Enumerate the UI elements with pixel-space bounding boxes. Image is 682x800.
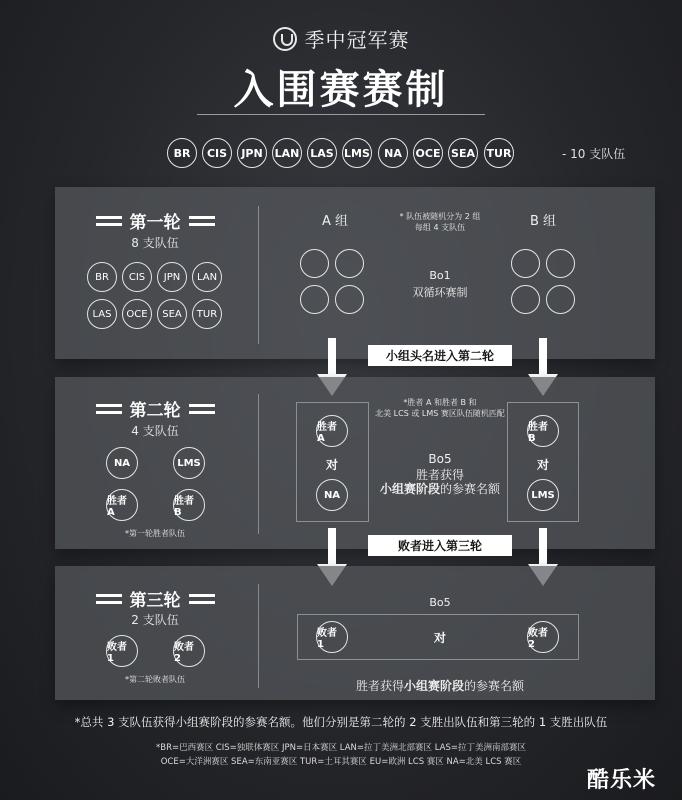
round1-format-line1: Bo1 bbox=[429, 269, 451, 282]
team-circle: CIS bbox=[122, 262, 152, 292]
region-pill: LMS bbox=[342, 138, 372, 168]
team-circle: LMS bbox=[173, 447, 205, 479]
round3-sub: 2 支队伍 bbox=[131, 613, 179, 627]
region-pill: OCE bbox=[413, 138, 443, 168]
watermark: 酷乐米 bbox=[587, 768, 657, 793]
round3-divider bbox=[258, 584, 259, 688]
title-bars-icon bbox=[96, 216, 122, 226]
round1-sub: 8 支队伍 bbox=[131, 236, 179, 250]
result-tail: 的参赛名额 bbox=[464, 679, 525, 693]
footer-summary: *总共 3 支队伍获得小组赛阶段的参赛名额。他们分别是第二轮的 2 支胜出队伍和第三轮的 1 支胜出队伍 bbox=[74, 715, 608, 729]
group-a-label: A 组 bbox=[321, 214, 349, 229]
page-title: 入围赛赛制 bbox=[233, 67, 449, 113]
group-b-slot bbox=[511, 249, 540, 278]
round3-format: Bo5 bbox=[429, 596, 451, 609]
match-team: NA bbox=[316, 479, 348, 511]
round2-name: 第二轮 bbox=[129, 401, 181, 421]
team-circle: BR bbox=[87, 262, 117, 292]
group-b-slot bbox=[546, 285, 575, 314]
loser-banner: 败者进入第三轮 bbox=[368, 535, 512, 556]
team-circle: NA bbox=[106, 447, 138, 479]
round1-name: 第一轮 bbox=[129, 213, 181, 233]
title-bars-icon bbox=[189, 404, 215, 414]
title-bars-icon bbox=[189, 594, 215, 604]
trophy-emblem-icon bbox=[273, 27, 297, 51]
versus-label: 对 bbox=[536, 458, 549, 472]
team-circle: TUR bbox=[192, 299, 222, 329]
advance-banner: 小组头名进入第二轮 bbox=[368, 345, 512, 366]
match-team: 胜者 A bbox=[316, 415, 348, 447]
round3-title bbox=[85, 586, 225, 611]
round2-format-line1: Bo5 bbox=[428, 452, 452, 466]
footer-legend bbox=[0, 741, 682, 769]
round1-note-line2: 每组 4 支队伍 bbox=[414, 223, 466, 232]
legend-line: OCE=大洋洲赛区 SEA=东南亚赛区 TUR=土耳其赛区 EU=欧洲 LCS 赛区 NA=北美 LCS 赛区 bbox=[160, 757, 522, 767]
group-b-slot bbox=[511, 285, 540, 314]
format-tail: 的参赛名额 bbox=[440, 482, 501, 496]
result-bold: 小组赛阶段 bbox=[403, 679, 464, 693]
round1-note-line1: * 队伍被随机分为 2 组 bbox=[399, 212, 481, 221]
group-a-slot bbox=[335, 249, 364, 278]
team-circle: LAS bbox=[87, 299, 117, 329]
team-count: - 10 支队伍 bbox=[562, 147, 626, 161]
round1-divider bbox=[258, 206, 259, 344]
legend-line: *BR=巴西赛区 CIS=独联体赛区 JPN=日本赛区 LAN=拉丁美洲北部赛区 LAS=拉丁美洲南部赛区 bbox=[156, 743, 526, 753]
region-pill: CIS bbox=[202, 138, 232, 168]
round3-result bbox=[320, 677, 560, 694]
round2-divider bbox=[258, 394, 259, 534]
region-pill: SEA bbox=[448, 138, 478, 168]
round3-name: 第三轮 bbox=[129, 591, 181, 611]
round2-sub: 4 支队伍 bbox=[131, 424, 179, 438]
region-pill: LAS bbox=[307, 138, 337, 168]
team-circle: 败者 1 bbox=[106, 635, 138, 667]
team-circle: 败者 2 bbox=[173, 635, 205, 667]
round2-format-line2: 胜者获得 bbox=[415, 468, 464, 482]
title-underline bbox=[197, 114, 485, 115]
team-circle: 胜者 B bbox=[173, 489, 205, 521]
region-pill: BR bbox=[167, 138, 197, 168]
team-circle: OCE bbox=[122, 299, 152, 329]
team-circle: LAN bbox=[192, 262, 222, 292]
round1-format-line2: 双循环赛制 bbox=[412, 286, 468, 299]
region-pill: NA bbox=[378, 138, 408, 168]
format-bold: 小组赛阶段 bbox=[379, 482, 440, 496]
team-circle: 胜者 A bbox=[106, 489, 138, 521]
result-pre: 胜者获得 bbox=[355, 679, 404, 693]
group-b-label: B 组 bbox=[529, 214, 557, 229]
match-team: LMS bbox=[527, 479, 559, 511]
round2-format-line3 bbox=[360, 480, 520, 497]
title-bars-icon bbox=[96, 404, 122, 414]
round1-title bbox=[85, 208, 225, 233]
team-circle: JPN bbox=[157, 262, 187, 292]
round3-left-note: *第二轮败者队伍 bbox=[125, 675, 185, 684]
match-team: 胜者 B bbox=[527, 415, 559, 447]
brand-name: 季中冠军赛 bbox=[304, 28, 410, 52]
region-pill: LAN bbox=[272, 138, 302, 168]
versus-label: 对 bbox=[433, 631, 446, 645]
region-pill: JPN bbox=[237, 138, 267, 168]
match-team: 败者 2 bbox=[527, 621, 559, 653]
title-bars-icon bbox=[96, 594, 122, 604]
round2-note-line2: 北美 LCS 或 LMS 赛区队伍随机匹配 bbox=[375, 409, 505, 418]
round2-note-line1: *胜者 A 和胜者 B 和 bbox=[403, 398, 477, 407]
round2-left-note: *第一轮胜者队伍 bbox=[125, 529, 185, 538]
versus-label: 对 bbox=[325, 458, 338, 472]
team-circle: SEA bbox=[157, 299, 187, 329]
match-team: 败者 1 bbox=[316, 621, 348, 653]
title-bars-icon bbox=[189, 216, 215, 226]
group-a-slot bbox=[335, 285, 364, 314]
group-a-slot bbox=[300, 285, 329, 314]
group-a-slot bbox=[300, 249, 329, 278]
round2-title bbox=[85, 396, 225, 421]
group-b-slot bbox=[546, 249, 575, 278]
brand-header bbox=[0, 24, 682, 53]
region-pill: TUR bbox=[484, 138, 514, 168]
